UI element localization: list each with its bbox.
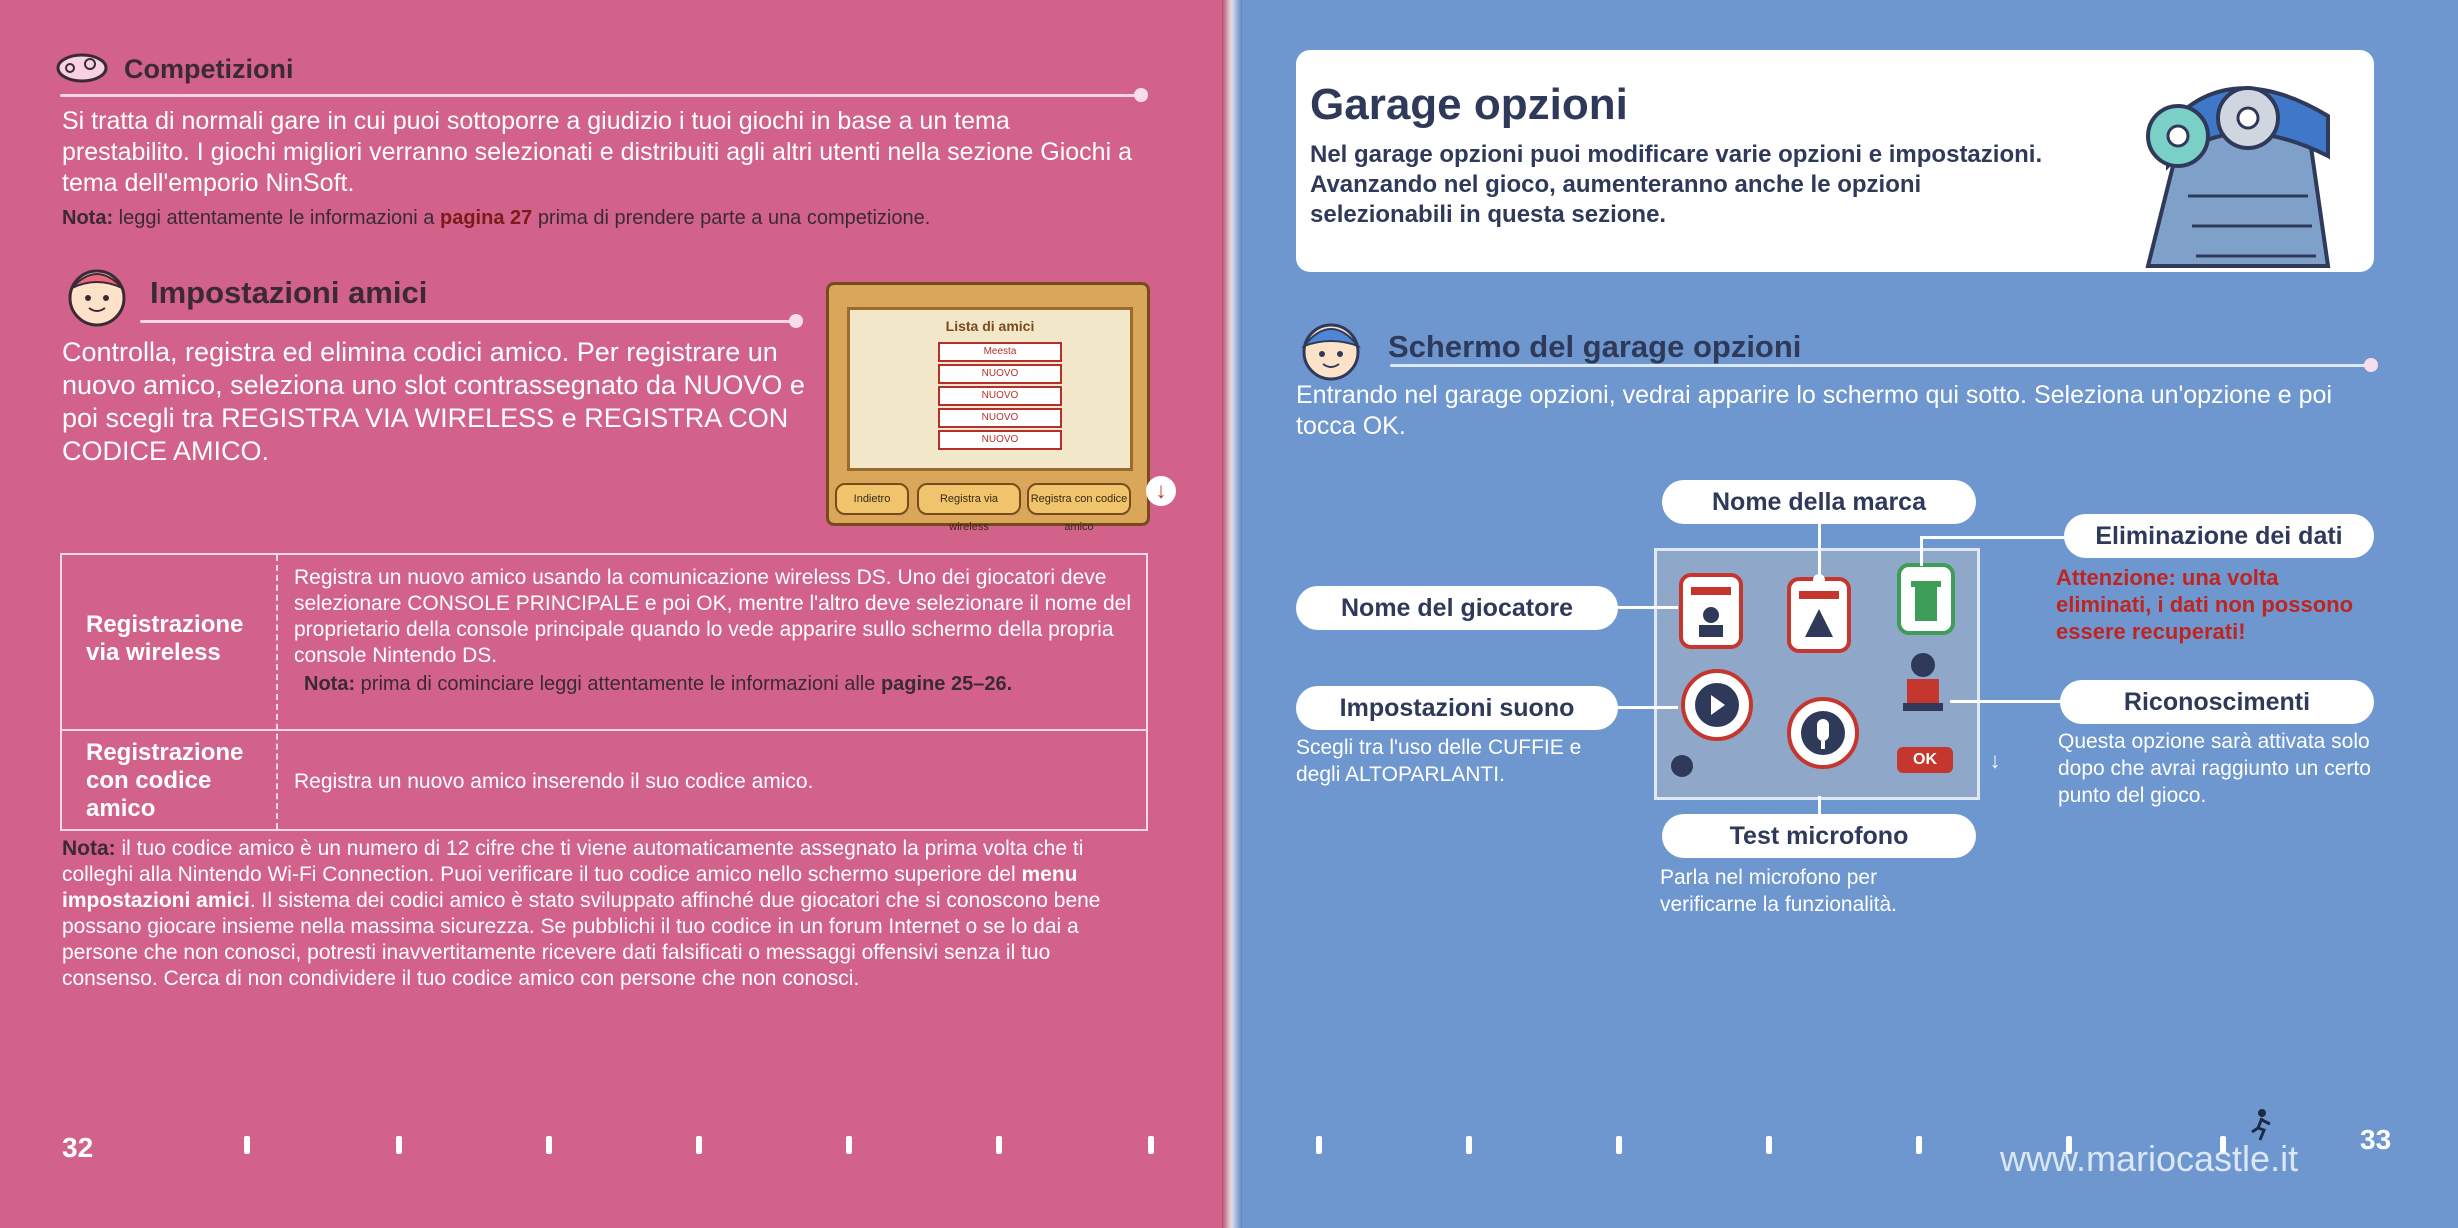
note-text: leggi attentamente le informazioni a <box>118 207 435 229</box>
table-row-header: Registrazione con codice amico <box>86 739 244 822</box>
friend-slot[interactable]: Meesta <box>938 342 1062 362</box>
schermo-heading <box>1296 312 1801 382</box>
table-row-header: Registrazione via wireless <box>86 611 244 666</box>
friend-slot[interactable]: NUOVO <box>938 408 1062 428</box>
page-number-right: 33 <box>2360 1124 2392 1155</box>
note-label: Nota: <box>62 207 114 229</box>
ok-button[interactable]: OK <box>1897 747 1953 773</box>
competizioni-title: Competizioni <box>124 53 294 84</box>
book-gutter <box>1222 0 1242 1228</box>
page-tick <box>1148 1136 1154 1154</box>
competizioni-heading <box>54 52 294 86</box>
friend-slot[interactable]: NUOVO <box>938 430 1062 450</box>
ds-screen <box>847 307 1133 471</box>
scroll-down-arrow-icon[interactable]: ↓ <box>1989 748 2001 773</box>
credits-label: Riconoscimenti <box>2060 680 2374 724</box>
help-icon[interactable] <box>1671 755 1693 777</box>
register-code-button[interactable]: Registra con codice amico <box>1027 483 1131 515</box>
note-text-end: prima di prendere parte a una competizione. <box>537 207 931 229</box>
player-name-icon[interactable] <box>1679 573 1743 649</box>
table-note-link[interactable]: pagine 25–26. <box>880 673 1013 695</box>
delete-data-icon[interactable] <box>1897 563 1955 635</box>
schermo-rule <box>1390 364 2370 367</box>
table-note-label: Nota: <box>304 673 356 695</box>
amici-heading <box>62 258 427 328</box>
friends-list-screenshot <box>826 282 1150 533</box>
connector-line <box>1920 536 1923 566</box>
note-label: Nota: <box>62 837 116 860</box>
table-row <box>62 555 1146 729</box>
page-tick <box>1616 1136 1622 1154</box>
page-tick <box>1916 1136 1922 1154</box>
brand-name-icon[interactable] <box>1787 577 1851 653</box>
note-text-end: . Il sistema dei codici amico è stato sviluppato affinché due giocatori che si conoscono bene possano giocare insieme nella massima sicurezza. Se pubblichi il tuo codice in un forum Internet o se lo dai a persone che non conosci, potresti inavvertitamente ricevere dati falsificati o messaggi offensivi senza il tuo consenso. Cerca di non condividere il tuo codice amico con persone che non conosci. <box>62 889 1101 990</box>
brand-name-label: Nome della marca <box>1662 480 1976 524</box>
connector-line <box>1818 796 1821 816</box>
note-text: il tuo codice amico è un numero di 12 cifre che ti viene automaticamente assegnato la prima volta che ti colleghi alla Nintendo Wi-Fi Connection. Puoi verificare il tuo codice amico nello schermo superiore del <box>62 837 1084 886</box>
table-row <box>62 731 1146 829</box>
friend-slot[interactable]: NUOVO <box>938 386 1062 406</box>
page-tick <box>1316 1136 1322 1154</box>
connector-line <box>1920 536 2066 539</box>
delete-data-warning: Attenzione: una volta eliminati, i dati non possono essere recuperati! <box>2056 565 2354 644</box>
sound-settings-label: Impostazioni suono <box>1296 686 1618 730</box>
connector-dot <box>1813 574 1825 586</box>
watermark: www.mariocastle.it <box>2000 1138 2299 1179</box>
schermo-body: Entrando nel garage opzioni, vedrai apparire lo schermo qui sotto. Seleziona un'opzione e poi tocca OK. <box>1296 381 2332 440</box>
connector-line <box>1818 524 1821 580</box>
player-name-label: Nome del giocatore <box>1296 586 1618 630</box>
delete-data-label: Eliminazione dei dati <box>2064 514 2374 558</box>
competizioni-note <box>62 207 1152 230</box>
registration-table <box>60 553 1148 831</box>
microphone-test-label: Test microfono <box>1662 814 1976 858</box>
table-row-desc: Registra un nuovo amico usando la comunicazione wireless DS. Uno dei giocatori deve selezionare CONSOLE PRINCIPALE e poi OK, mentre l'altro deve selezionare il nome del proprietario della console principale quando lo vede apparire sullo schermo della propria console Nintendo DS. <box>294 566 1132 667</box>
credits-icon[interactable] <box>1893 647 1953 717</box>
sound-settings-desc: Scegli tra l'uso delle CUFFIE e degli ALTOPARLANTI. <box>1296 736 1582 786</box>
page-tick <box>1466 1136 1472 1154</box>
sound-settings-icon[interactable] <box>1681 669 1753 741</box>
amici-body: Controlla, registra ed elimina codici amico. Per registrare un nuovo amico, seleziona uno slot contrassegnato da NUOVO e poi scegli tra REGISTRA VIA WIRELESS e REGISTRA CON CODICE AMICO. <box>62 337 805 466</box>
table-row-text <box>278 565 1146 697</box>
garage-intro: Nel garage opzioni puoi modificare varie opzioni e impostazioni. Avanzando nel gioco, aumenteranno anche le opzioni selezionabili in questa sezione. <box>1310 141 2043 228</box>
speech-bubble-icon <box>54 52 110 86</box>
page-tick <box>996 1136 1002 1154</box>
page-tick <box>244 1136 250 1154</box>
microphone-test-desc: Parla nel microfono per verificarne la funzionalità. <box>1660 866 1897 916</box>
note-bold: menu impostazioni amici <box>62 863 1078 912</box>
microphone-test-icon[interactable] <box>1787 697 1859 769</box>
register-wireless-button[interactable]: Registra via wireless <box>917 483 1021 515</box>
page-number-left: 32 <box>62 1132 94 1163</box>
competizioni-rule <box>60 94 1140 97</box>
page-tick <box>1766 1136 1772 1154</box>
page-tick <box>546 1136 552 1154</box>
credits-desc: Questa opzione sarà attivata solo dopo che avrai raggiunto un certo punto del gioco. <box>2058 730 2371 807</box>
competizioni-body: Si tratta di normali gare in cui puoi sottoporre a giudizio i tuoi giochi in base a un tema prestabilito. I giochi migliori verranno selezionati e distribuiti agli altri utenti nella sezione Giochi a tema dell'emporio NinSoft. <box>62 107 1132 197</box>
table-note-text: prima di cominciare leggi attentamente le informazioni alle <box>360 673 876 695</box>
friend-code-note <box>62 836 1142 992</box>
amici-rule <box>140 320 795 323</box>
page-link[interactable]: pagina 27 <box>439 207 533 229</box>
ds-screen-title: Lista di amici <box>945 318 1035 334</box>
page-tick <box>696 1136 702 1154</box>
table-row-text: Registra un nuovo amico inserendo il suo codice amico. <box>294 770 814 793</box>
table-row-note <box>294 671 1146 697</box>
connector-line <box>1950 700 2062 703</box>
friend-slot[interactable]: NUOVO <box>938 364 1062 384</box>
page-tick <box>396 1136 402 1154</box>
boy-face-icon <box>1296 312 1366 382</box>
scroll-down-arrow-icon[interactable]: ↓ <box>1146 476 1176 506</box>
girl-face-icon <box>62 258 132 328</box>
runner-icon <box>2250 1108 2272 1142</box>
schermo-title: Schermo del garage opzioni <box>1388 329 1802 364</box>
amici-title: Impostazioni amici <box>150 275 428 310</box>
back-button[interactable]: Indietro <box>835 483 909 515</box>
connector-line <box>1618 706 1678 709</box>
page-tick <box>846 1136 852 1154</box>
garage-gears-icon <box>2108 66 2348 276</box>
connector-line <box>1618 606 1678 609</box>
garage-title: Garage opzioni <box>1310 80 1628 129</box>
